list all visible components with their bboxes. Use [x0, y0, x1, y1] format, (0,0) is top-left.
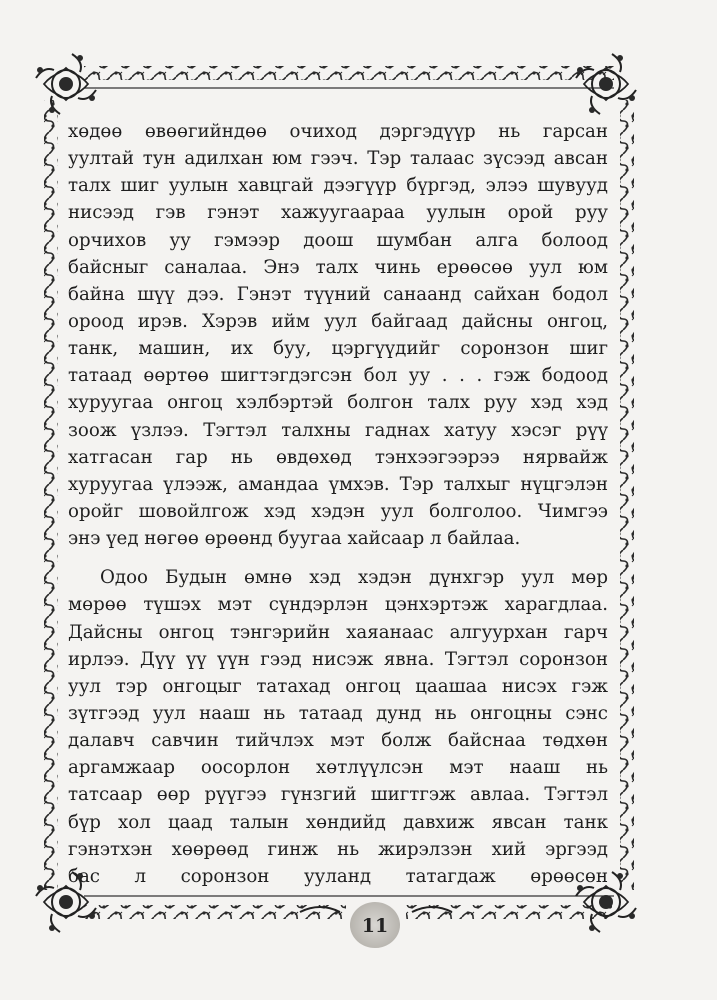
text-line: бүр хол цаад талын хөндийд давхиж явсан танк [68, 811, 608, 833]
text-line: байсныг саналаа. Энэ талх чинь ерөөсөө уул юм [68, 256, 608, 278]
text-line: талх шиг уулын хавцгай дээгүүр бүргэд, элээ шувууд [68, 175, 608, 197]
body-text [68, 118, 608, 890]
text-line: оройг шовойлгож хэд хэдэн уул болголоо. Чимгээ [68, 500, 608, 522]
text-line: зоож үзлээ. Тэгтэл талхны гаднах хатуу хэсэг рүү [68, 419, 608, 441]
text-line: Одоо Будын өмнө хэд хэдэн дүнхгэр уул мөр [100, 567, 608, 589]
text-line: нисээд гэв гэнэт хажуугаараа уулын орой руу [68, 202, 608, 224]
text-line: гэнэтхэн хөөрөөд гинж нь жирэлзэн хий эргээд [68, 838, 608, 860]
text-line: бас л соронзон ууланд татагдаж өрөөсөн [68, 865, 608, 887]
text-line: хатгасан гар нь өвдөхөд тэнхээгээрээ нярвайж [68, 446, 608, 468]
frame-right-border [620, 100, 634, 890]
text-line: хөдөө өвөөгийндөө очиход дэргэдүүр нь гарсан [68, 121, 608, 142]
text-line: ороод ирэв. Хэрэв ийм уул байгаад дайсны онгоц, [68, 310, 608, 332]
frame-bottom-border [84, 905, 346, 919]
text-line: зүтгээд уул нааш нь татаад дунд нь онгоцны сэнс [68, 702, 608, 724]
text-line: хуруугаа онгоц хэлбэртэй болгон талх руу хэд хэд [68, 392, 608, 414]
text-line: орчихов уу гэмээр доош шумбан алга болоод [68, 229, 608, 251]
text-line: мөрөө түшэх мэт сүндэрлэн цэнхэртэж харагдлаа. [68, 594, 608, 616]
text-line: уултай тун адилхан юм гээч. Тэр талаас зүсээд авсан [68, 148, 608, 170]
text-line: далавч савчин тийчлэх мэт болж байснаа төдхөн [68, 730, 608, 752]
page-number: 11 [361, 915, 389, 937]
text-line: ирлээ. Дүү үү үүн гээд нисэж явна. Тэгтэл соронзон [68, 648, 608, 670]
text-line: аргамжаар оосорлон хөтлүүлсэн мэт нааш нь [68, 757, 608, 779]
text-line: татаад өөртөө шигтэгдэгсэн бол уу . . . гэж бодоод [68, 365, 608, 387]
frame-top-border [84, 66, 614, 80]
frame-left-border [44, 100, 58, 890]
text-line: уул тэр онгоцыг татахад онгоц цаашаа нисэх гэж [68, 675, 608, 697]
text-line: танк, машин, их буу, цэргүүдийг соронзон шиг [68, 338, 608, 360]
text-line: байна шүү дээ. Гэнэт түүний санаанд сайхан бодол [68, 283, 608, 305]
text-line: энэ үед нөгөө өрөөнд буугаа хайсаар л байлаа. [68, 528, 521, 550]
text-line: татсаар өөр рүүгээ гүнзгий шигтгэж авлаа. Тэгтэл [68, 784, 608, 806]
text-line: Дайсны онгоц тэнгэрийн хаяанаас алгуурхан гарч [68, 621, 608, 643]
text-line: хуруугаа үлээж, амандаа үмхэв. Тэр талхыг нүцгэлэн [68, 473, 608, 495]
